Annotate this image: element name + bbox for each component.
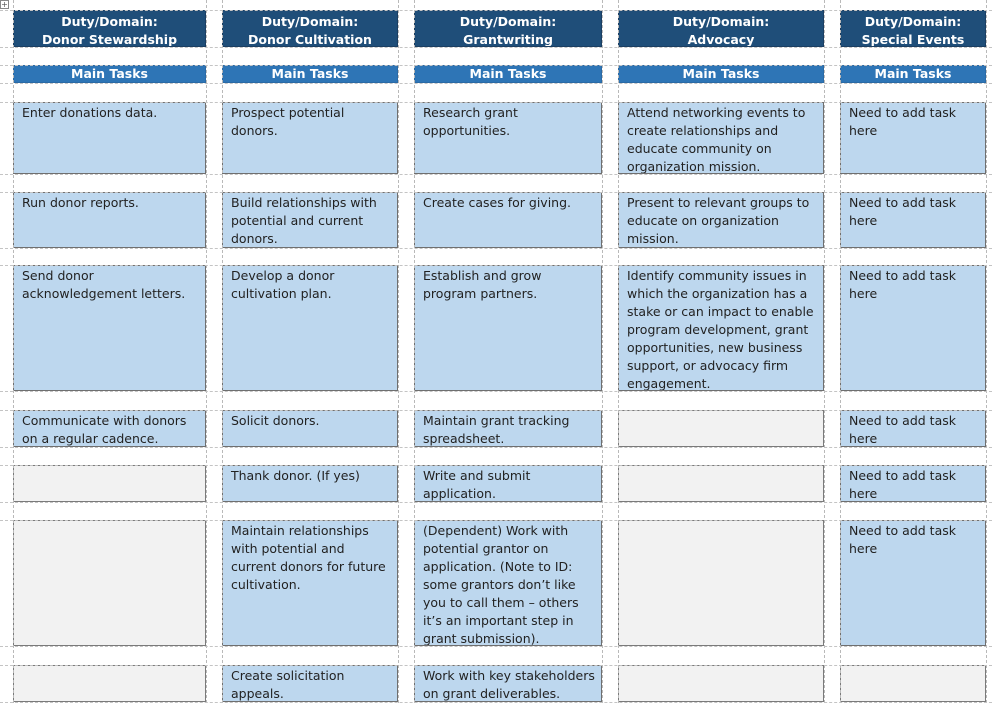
header-label: Duty/Domain:: [61, 14, 158, 29]
gridline: [602, 0, 603, 703]
task-cell[interactable]: Maintain relationships with potential and current donors for future cultivation.: [222, 520, 398, 646]
header-label: Duty/Domain:: [864, 14, 962, 29]
task-cell[interactable]: Thank donor. (If yes): [222, 465, 398, 502]
gridline: [0, 47, 992, 48]
task-cell[interactable]: Maintain grant tracking spreadsheet.: [414, 410, 602, 447]
gridline: [0, 410, 992, 411]
task-text: (Dependent) Work with potential grantor on application. (Note to ID: some grantors don’t like you to call them – others it’s an important step in grant submission).: [423, 523, 579, 646]
subheader-main-tasks: Main Tasks: [618, 65, 824, 83]
empty-task-cell[interactable]: [840, 665, 986, 702]
task-cell[interactable]: Need to add task here: [840, 465, 986, 502]
table-move-handle-icon[interactable]: +: [1, 0, 8, 9]
empty-task-cell[interactable]: [13, 520, 206, 646]
task-cell[interactable]: Prospect potential donors.: [222, 102, 398, 174]
task-cell[interactable]: Create cases for giving.: [414, 192, 602, 248]
task-cell[interactable]: Identify community issues in which the organization has a stake or can impact to enable program development, grant opportunities, new business support, or advocacy firm engagement.: [618, 265, 824, 391]
task-cell[interactable]: Need to add task here: [840, 192, 986, 248]
header-domain: Donor Stewardship: [41, 32, 178, 47]
task-cell[interactable]: Need to add task here: [840, 102, 986, 174]
task-cell[interactable]: Build relationships with potential and current donors.: [222, 192, 398, 248]
task-cell[interactable]: Run donor reports.: [13, 192, 206, 248]
task-cell[interactable]: Need to add task here: [840, 265, 986, 391]
gridline: [0, 65, 992, 66]
header-donor-cultivation: [222, 10, 398, 47]
gridline: [0, 391, 992, 392]
gridline: [840, 0, 841, 703]
task-cell[interactable]: Work with key stakeholders on grant deliverables.: [414, 665, 602, 702]
gridline: [0, 265, 992, 266]
gridline: [0, 10, 992, 11]
gridline: [0, 248, 992, 249]
gridline: [0, 665, 992, 666]
gridline: [0, 447, 992, 448]
task-cell[interactable]: Send donor acknowledgement letters.: [13, 265, 206, 391]
header-domain: Advocacy: [687, 32, 755, 47]
gridline: [13, 0, 14, 703]
gridline: [0, 502, 992, 503]
task-cell[interactable]: Need to add task here: [840, 410, 986, 447]
header-domain: Grantwriting: [463, 32, 553, 47]
empty-task-cell[interactable]: [618, 665, 824, 702]
task-cell[interactable]: Establish and grow program partners.: [414, 265, 602, 391]
gridline: [0, 465, 992, 466]
gridline: [0, 174, 992, 175]
empty-task-cell[interactable]: [618, 520, 824, 646]
subheader-main-tasks: Main Tasks: [222, 65, 398, 83]
gridline: [0, 102, 992, 103]
subheader-main-tasks: Main Tasks: [13, 65, 206, 83]
task-cell[interactable]: Communicate with donors on a regular cadence.: [13, 410, 206, 447]
gridline: [0, 702, 992, 703]
header-label: Duty/Domain:: [459, 14, 557, 29]
gridline: [0, 646, 992, 647]
gridline: [414, 0, 415, 703]
task-cell[interactable]: Create solicitation appeals.: [222, 665, 398, 702]
gridline: [222, 0, 223, 703]
task-cell[interactable]: Develop a donor cultivation plan.: [222, 265, 398, 391]
gridline: [0, 83, 992, 84]
empty-task-cell[interactable]: [13, 465, 206, 502]
gridline: [986, 0, 987, 703]
task-cell[interactable]: Present to relevant groups to educate on organization mission.: [618, 192, 824, 248]
header-grantwriting: [414, 10, 602, 47]
empty-task-cell[interactable]: [13, 665, 206, 702]
header-domain: Donor Cultivation: [248, 32, 372, 47]
header-donor-stewardship: [13, 10, 206, 47]
gridline: [0, 192, 992, 193]
subheader-main-tasks: Main Tasks: [414, 65, 602, 83]
gridline: [398, 0, 399, 703]
task-cell[interactable]: Research grant opportunities.: [414, 102, 602, 174]
header-advocacy: [618, 10, 824, 47]
task-cell[interactable]: Need to add task here: [840, 520, 986, 646]
task-cell[interactable]: Attend networking events to create relationships and educate community on organization mission.: [618, 102, 824, 174]
gridline: [0, 520, 992, 521]
gridline: [618, 0, 619, 703]
gridline: [824, 0, 825, 703]
header-special-events: [840, 10, 986, 47]
empty-task-cell[interactable]: [618, 465, 824, 502]
task-cell[interactable]: Solicit donors.: [222, 410, 398, 447]
header-domain: Special Events: [861, 32, 965, 47]
subheader-main-tasks: Main Tasks: [840, 65, 986, 83]
header-label: Duty/Domain:: [672, 14, 770, 29]
task-cell[interactable]: Enter donations data.: [13, 102, 206, 174]
task-cell-dependent[interactable]: [414, 520, 602, 646]
task-cell[interactable]: Write and submit application.: [414, 465, 602, 502]
gridline: [206, 0, 207, 703]
empty-task-cell[interactable]: [618, 410, 824, 447]
header-label: Duty/Domain:: [261, 14, 359, 29]
